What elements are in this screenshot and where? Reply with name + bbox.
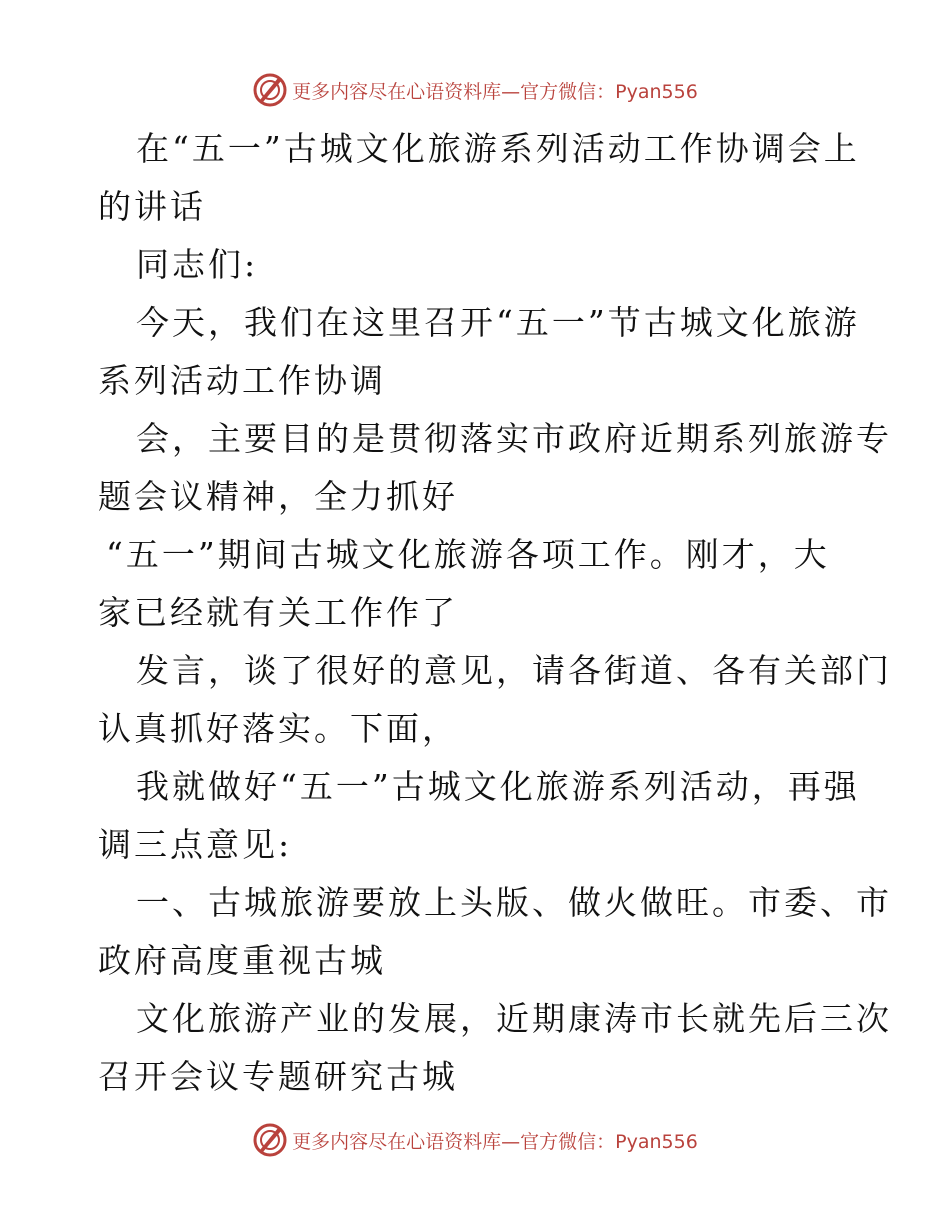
paragraph-line: 召开会议专题研究古城 (98, 1057, 458, 1096)
paragraph-line: 家已经就有关工作作了 (98, 593, 458, 632)
paragraph-line: 我就做好“五一”古城文化旅游系列活动，再强 (136, 767, 860, 806)
paragraph-line: 调三点意见: (98, 825, 293, 864)
paragraph-line: 文化旅游产业的发展，近期康涛市长就先后三次 (136, 999, 892, 1038)
paragraph-line: 认真抓好落实。下面， (98, 709, 458, 748)
paragraph-line: 发言，谈了很好的意见，请各街道、各有关部门 (136, 651, 892, 690)
paragraph-line: 政府高度重视古城 (98, 941, 386, 980)
footer-watermark (0, 1120, 950, 1160)
document-body (98, 120, 892, 1106)
paragraph-line: “五一”期间古城文化旅游各项工作。刚才，大 (106, 535, 830, 574)
quill-emblem-icon (252, 72, 288, 108)
paragraph-line: 今天，我们在这里召开“五一”节古城文化旅游 (136, 303, 860, 342)
title-line-2: 的讲话 (98, 187, 206, 226)
watermark-text: 更多内容尽在心语资料库—官方微信：Pyan556 (292, 1130, 698, 1153)
salutation: 同志们: (136, 245, 259, 284)
header-watermark (0, 70, 950, 110)
paragraph-line: 系列活动工作协调 (98, 361, 386, 400)
section-heading-line: 一、古城旅游要放上头版、做火做旺。市委、市 (136, 883, 892, 922)
title-line-1: 在“五一”古城文化旅游系列活动工作协调会上 (136, 129, 860, 168)
paragraph-line: 题会议精神，全力抓好 (98, 477, 458, 516)
watermark-text: 更多内容尽在心语资料库—官方微信：Pyan556 (292, 80, 698, 103)
quill-emblem-icon (252, 1122, 288, 1158)
paragraph-line: 会，主要目的是贯彻落实市政府近期系列旅游专 (136, 419, 892, 458)
